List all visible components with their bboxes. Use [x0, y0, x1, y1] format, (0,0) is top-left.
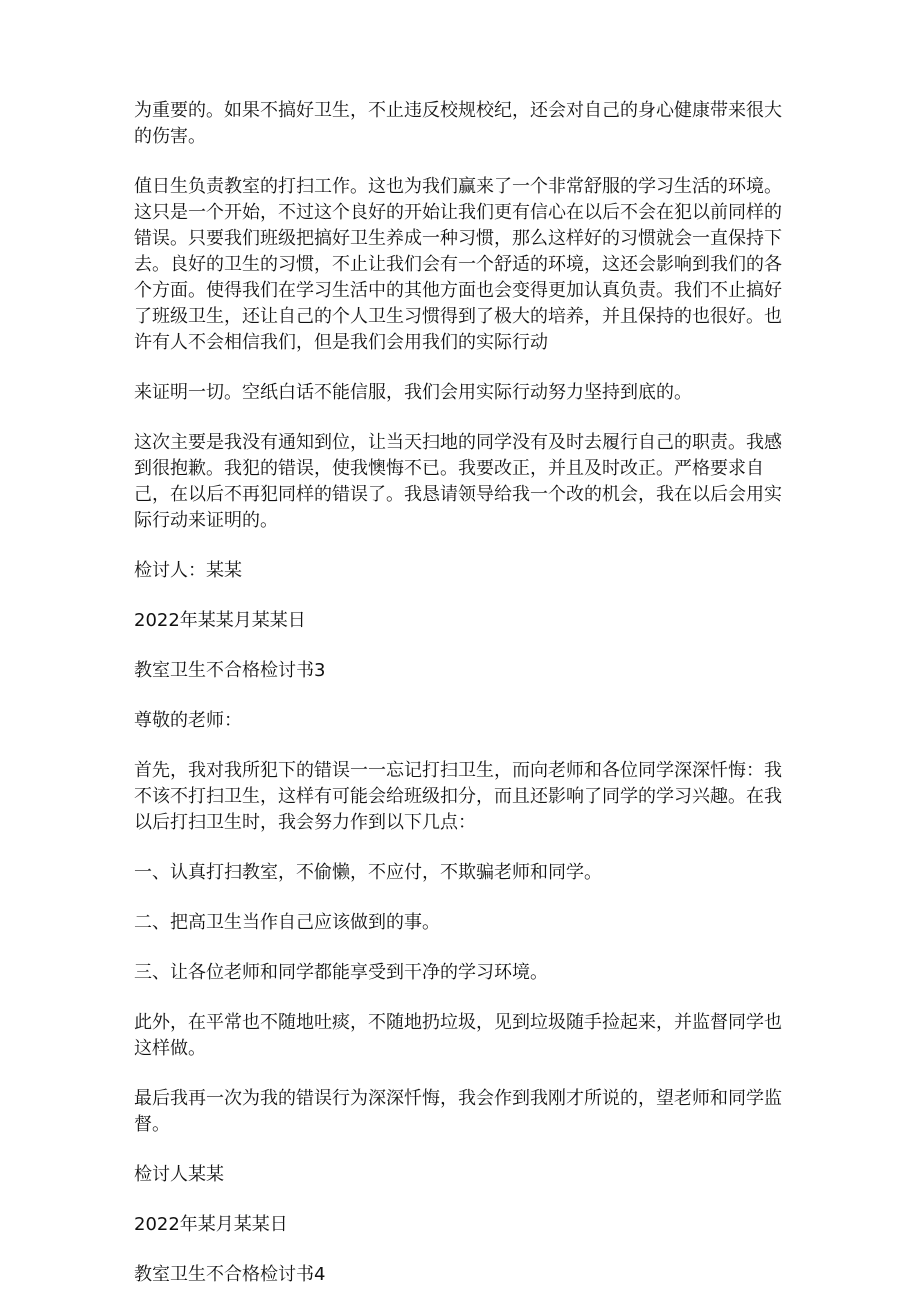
- document-body: [134, 98, 790, 1312]
- section-title-3: 教室卫生不合格检讨书3: [134, 660, 326, 681]
- list-item-2: 二、把高卫生当作自己应该做到的事。: [134, 912, 440, 933]
- paragraph-confession: 首先，我对我所犯下的错误一一忘记打扫卫生，而向老师和各位同学深深忏悔：我不该不打扫卫生，这样有可能会给班级扣分，而且还影响了同学的学习兴趣。在我以后打扫卫生时，我会努力作到以下几点：: [134, 760, 782, 833]
- paragraph-apology: 这次主要是我没有通知到位，让当天扫地的同学没有及时去履行自己的职责。我感到很抱歉。我犯的错误，使我懊悔不已。我要改正，并且及时改正。严格要求自己，在以后不再犯同样的错误了。我恳请领导给我一个改的机会，我在以后会用实际行动来证明的。: [134, 432, 782, 531]
- paragraph-hygiene-importance: 为重要的。如果不搞好卫生，不止违反校规校纪，还会对自己的身心健康带来很大的伤害。: [134, 100, 782, 147]
- paragraph-final-apology: 最后我再一次为我的错误行为深深忏悔，我会作到我刚才所说的，望老师和同学监督。: [134, 1088, 782, 1135]
- signature-line-2: 检讨人某某: [134, 1164, 224, 1185]
- paragraph-prove-with-action: 来证明一切。空纸白话不能信服，我们会用实际行动努力坚持到底的。: [134, 382, 692, 403]
- salutation: 尊敬的老师：: [134, 710, 242, 731]
- list-item-3: 三、让各位老师和同学都能享受到干净的学习环境。: [134, 962, 548, 983]
- signature-line-1: 检讨人：某某: [134, 560, 242, 581]
- paragraph-duty-student: 值日生负责教室的打扫工作。这也为我们赢来了一个非常舒服的学习生活的环境。这只是一个开始，不过这个良好的开始让我们更有信心在以后不会在犯以前同样的错误。只要我们班级把搞好卫生养成一种习惯，那么这样好的习惯就会一直保持下去。良好的卫生的习惯，不止让我们会有一个舒适的环境，这还会影响到我们的各个方面。使得我们在学习生活中的其他方面也会变得更加认真负责。我们不止搞好了班级卫生，还让自己的个人卫生习惯得到了极大的培养，并且保持的也很好。也许有人不会相信我们，但是我们会用我们的实际行动: [134, 176, 782, 353]
- list-item-1: 一、认真打扫教室，不偷懒，不应付，不欺骗老师和同学。: [134, 862, 602, 883]
- date-line-1: 2022年某某月某某日: [134, 610, 306, 631]
- date-line-2: 2022年某月某某日: [134, 1214, 288, 1235]
- section-title-4: 教室卫生不合格检讨书4: [134, 1264, 326, 1285]
- paragraph-additional: 此外，在平常也不随地吐痰，不随地扔垃圾，见到垃圾随手捡起来，并监督同学也这样做。: [134, 1012, 782, 1059]
